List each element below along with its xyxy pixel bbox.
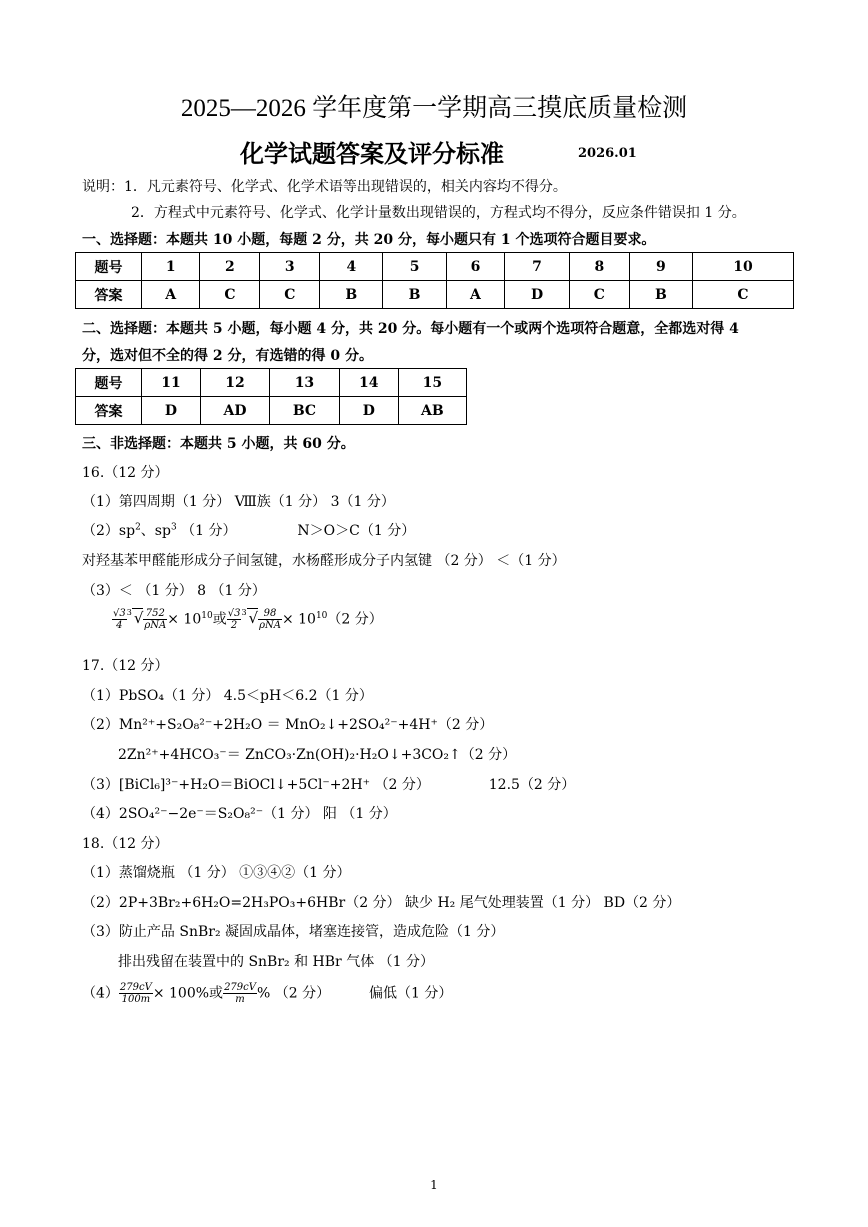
answer-cell: B [320, 281, 383, 309]
row-label: 答案 [76, 281, 142, 309]
section2-answer-table [75, 368, 467, 425]
document-subtitle: 化学试题答案及评分标准 [240, 139, 504, 168]
answer-cell: D [505, 281, 570, 309]
q16-title: 16.（12 分） [82, 465, 169, 481]
q16-hydrogen-bond: 对羟基苯甲醛能形成分子间氢键，水杨醛形成分子内氢键 （2 分） ＜（1 分） [82, 553, 566, 569]
q18-part3-cont: 排出残留在装置中的 SnBr₂ 和 HBr 气体 （1 分） [118, 954, 434, 970]
question-number: 2 [200, 253, 260, 281]
table-row [76, 253, 794, 281]
q17-part2-eq1: （2）Mn²⁺+S₂O₈²⁻+2H₂O ＝ MnO₂↓+2SO₄²⁻+4H⁺（2 分） [82, 717, 494, 733]
q18-part1: （1）蒸馏烧瓶 （1 分） ①③④②（1 分） [82, 865, 351, 881]
q18-part4: （4） $\frac{279cV}{100m}$ × 100%或 $\frac{279cV}{m}$ % （2 分） 偏低（1 分） [82, 982, 453, 1005]
section2-heading-line1: 二、选择题：本题共 5 小题，每小题 4 分，共 20 分。每小题有一个或两个选项符合题意，全都选对得 4 [82, 321, 739, 337]
page-number: 1 [430, 1178, 438, 1192]
document-date: 2026.01 [578, 146, 637, 161]
answer-cell: D [339, 397, 398, 425]
answer-cell: A [142, 281, 200, 309]
question-number: 4 [320, 253, 383, 281]
answer-cell: BC [270, 397, 340, 425]
question-number: 1 [142, 253, 200, 281]
question-number: 8 [569, 253, 629, 281]
section2-heading-line2: 分，选对但不全的得 2 分，有选错的得 0 分。 [82, 348, 373, 364]
section1-answer-table [75, 252, 794, 309]
question-number: 5 [383, 253, 446, 281]
question-number: 12 [200, 369, 269, 397]
question-number: 3 [260, 253, 320, 281]
q16-part1: （1）第四周期（1 分） Ⅷ族（1 分） 3（1 分） [82, 494, 395, 510]
answer-cell: D [142, 397, 201, 425]
q16-part3: （3）＜ （1 分） 8 （1 分） [82, 583, 266, 599]
table-row [76, 369, 467, 397]
note-1: 说明：1．凡元素符号、化学式、化学术语等出现错误的，相关内容均不得分。 [82, 179, 567, 195]
q17-part4: （4）2SO₄²⁻−2e⁻＝S₂O₈²⁻（1 分） 阳 （1 分） [82, 806, 397, 822]
row-label: 答案 [76, 397, 142, 425]
q16-part2: $(2)sp^2$、$sp^3$ （1 分） N＞O＞C（1 分） [82, 522, 416, 539]
q17-title: 17.（12 分） [82, 658, 169, 674]
q18-part3: （3）防止产品 SnBr₂ 凝固成晶体，堵塞连接管，造成危险（1 分） [82, 924, 505, 940]
answer-cell: AB [398, 397, 466, 425]
answer-cell: C [569, 281, 629, 309]
question-number: 9 [629, 253, 692, 281]
table-row [76, 397, 467, 425]
q18-title: 18.（12 分） [82, 836, 169, 852]
question-number: 11 [142, 369, 201, 397]
q17-part2-eq2: 2Zn²⁺+4HCO₃⁻＝ ZnCO₃·Zn(OH)₂·H₂O↓+3CO₂↑（2 分） [118, 747, 517, 763]
answer-cell: C [260, 281, 320, 309]
note-2: 2．方程式中元素符号、化学式、化学计量数出现错误的，方程式均不得分，反应条件错误扣 1 分。 [131, 205, 746, 221]
q17-part3: （3）[BiCl₆]³⁻+H₂O＝BiOCl↓+5Cl⁻+2H⁺ （2 分） 12.5（2 分） [82, 777, 576, 793]
question-number: 7 [505, 253, 570, 281]
answer-cell: AD [200, 397, 269, 425]
exam-title: 2025—2026 学年度第一学期高三摸底质量检测 [180, 95, 688, 122]
q17-part1: （1）PbSO₄（1 分） 4.5＜pH＜6.2（1 分） [82, 688, 373, 704]
answer-cell: A [446, 281, 504, 309]
answer-cell: C [693, 281, 794, 309]
answer-cell: C [200, 281, 260, 309]
question-number: 13 [270, 369, 340, 397]
section3-heading: 三、非选择题：本题共 5 小题，共 60 分。 [82, 436, 355, 452]
section1-heading: 一、选择题：本题共 10 小题，每题 2 分，共 20 分，每小题只有 1 个选项符合题目要求。 [82, 232, 656, 248]
q16-formula: $\frac{√3}{4}$ $^3$ √ $\frac{752}{\text{ρNA}}$ × $10^{10}$或 $\frac{√3}{2}$ $^3$ √ $\frac{98}{\text{ρNA}}$ × $10^{10}(2$ 分） [113, 608, 383, 631]
row-label: 题号 [76, 369, 142, 397]
question-number: 10 [693, 253, 794, 281]
answer-cell: B [383, 281, 446, 309]
answer-cell: B [629, 281, 692, 309]
question-number: 14 [339, 369, 398, 397]
question-number: 6 [446, 253, 504, 281]
q18-part2: （2）2P+3Br₂+6H₂O=2H₃PO₃+6HBr（2 分） 缺少 H₂ 尾气处理装置（1 分） BD（2 分） [82, 895, 681, 911]
table-row [76, 281, 794, 309]
question-number: 15 [398, 369, 466, 397]
row-label: 题号 [76, 253, 142, 281]
